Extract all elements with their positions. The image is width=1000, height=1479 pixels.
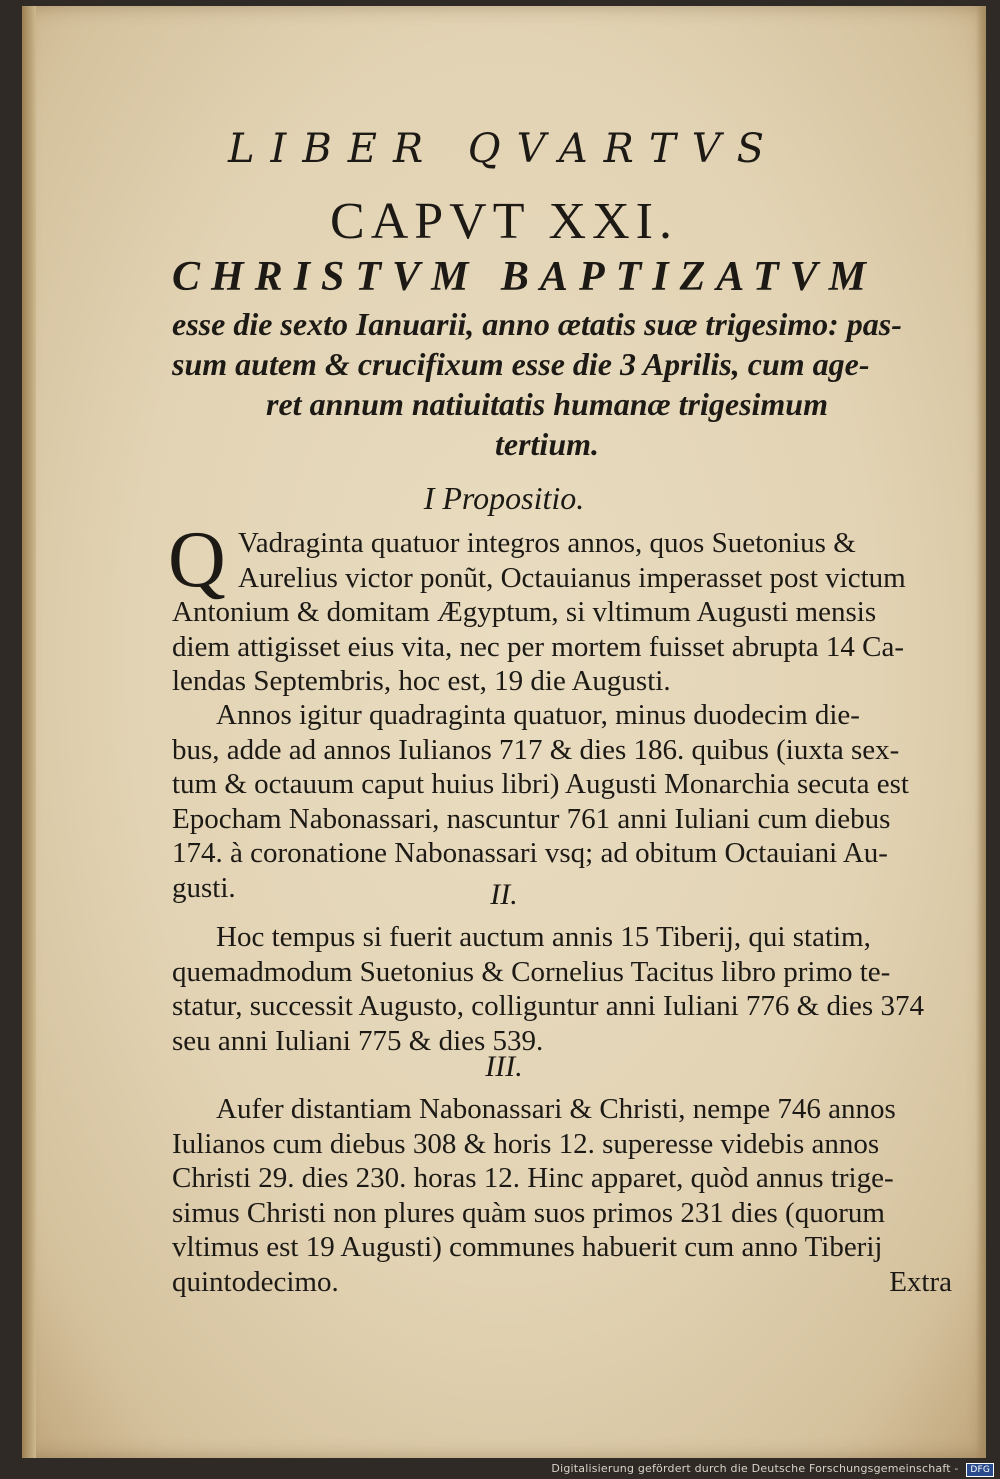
- section-heading-2: II.: [490, 878, 518, 911]
- text-line: lendas Septembris, hoc est, 19 die Augusti.: [172, 665, 671, 697]
- chapter-heading: CAPVT XXI.: [330, 193, 678, 250]
- running-head: LIBER QVARTVS: [227, 126, 781, 172]
- chapter-title-caps: CHRISTVM BAPTIZATVM: [172, 254, 877, 300]
- text-line: bus, adde ad annos Iulianos 717 & dies 186. quibus (iuxta sex-: [172, 733, 900, 766]
- text-line: Aurelius victor ponũt, Octauianus imperasset post victum: [238, 561, 906, 594]
- paragraph-3: [172, 920, 962, 1058]
- book-page: [22, 6, 986, 1458]
- paragraph-4: [172, 1092, 962, 1299]
- chapter-title-line: ret annum natiuitatis humanæ trigesimum: [266, 386, 828, 422]
- section-heading-3: III.: [485, 1050, 523, 1083]
- text-line: Epocham Nabonassari, nascuntur 761 anni Iuliani cum diebus: [172, 802, 891, 835]
- chapter-title-line: sum autem & crucifixum esse die 3 Aprilis, cum age-: [172, 346, 870, 382]
- text-line: simus Christi non plures quàm suos primos 231 dies (quorum: [172, 1196, 885, 1229]
- text-line: Iulianos cum diebus 308 & horis 12. superesse videbis annos: [172, 1127, 880, 1160]
- text-line: gusti.: [172, 871, 236, 904]
- catchword: Extra: [889, 1265, 952, 1298]
- digitization-footer: [551, 1462, 994, 1477]
- text-line: statur, successit Augusto, colliguntur anni Iuliani 776 & dies 374: [172, 990, 924, 1022]
- text-line: quemadmodum Suetonius & Cornelius Tacitus libro primo te-: [172, 955, 891, 988]
- text-line: Hoc tempus si fuerit auctum annis 15 Tiberij, qui statim,: [216, 921, 871, 953]
- dfg-logo: DFG: [966, 1463, 994, 1477]
- chapter-title-line: tertium.: [494, 426, 599, 462]
- text-line-last: [172, 1265, 962, 1300]
- drop-cap: Q: [168, 516, 226, 604]
- paragraph-1: [168, 516, 962, 699]
- text-line: quintodecimo.: [172, 1265, 339, 1298]
- text-line: seu anni Iuliani 775 & dies 539.: [172, 1024, 544, 1057]
- text-line: 174. à coronatione Nabonassari vsq; ad obitum Octauiani Au-: [172, 837, 888, 869]
- text-line: vltimus est 19 Augusti) communes habuerit cum anno Tiberij: [172, 1231, 883, 1263]
- text-line: Christi 29. dies 230. horas 12. Hinc apparet, quòd annus trige-: [172, 1162, 894, 1194]
- text-line: tum & octauum caput huius libri) Augusti Monarchia secuta est: [172, 768, 909, 800]
- text-line: Antonium & domitam Ægyptum, si vltimum Augusti mensis: [172, 596, 877, 628]
- section-heading-propositio: I Propositio.: [423, 480, 585, 516]
- text-line: Annos igitur quadraginta quatuor, minus duodecim die-: [216, 699, 860, 731]
- text-line: diem attigisset eius vita, nec per mortem fuisset abrupta 14 Ca-: [172, 630, 905, 663]
- chapter-title-line: esse die sexto Ianuarii, anno ætatis suæ trigesimo: pas-: [172, 306, 902, 342]
- text-line: Vadraginta quatuor integros annos, quos Suetonius &: [238, 527, 856, 559]
- text-line: Aufer distantiam Nabonassari & Christi, nempe 746 annos: [216, 1093, 896, 1125]
- chapter-title: [172, 250, 952, 464]
- footer-text: Digitalisierung gefördert durch die Deutsche Forschungsgemeinschaft -: [551, 1462, 959, 1475]
- paragraph-2: [172, 698, 962, 905]
